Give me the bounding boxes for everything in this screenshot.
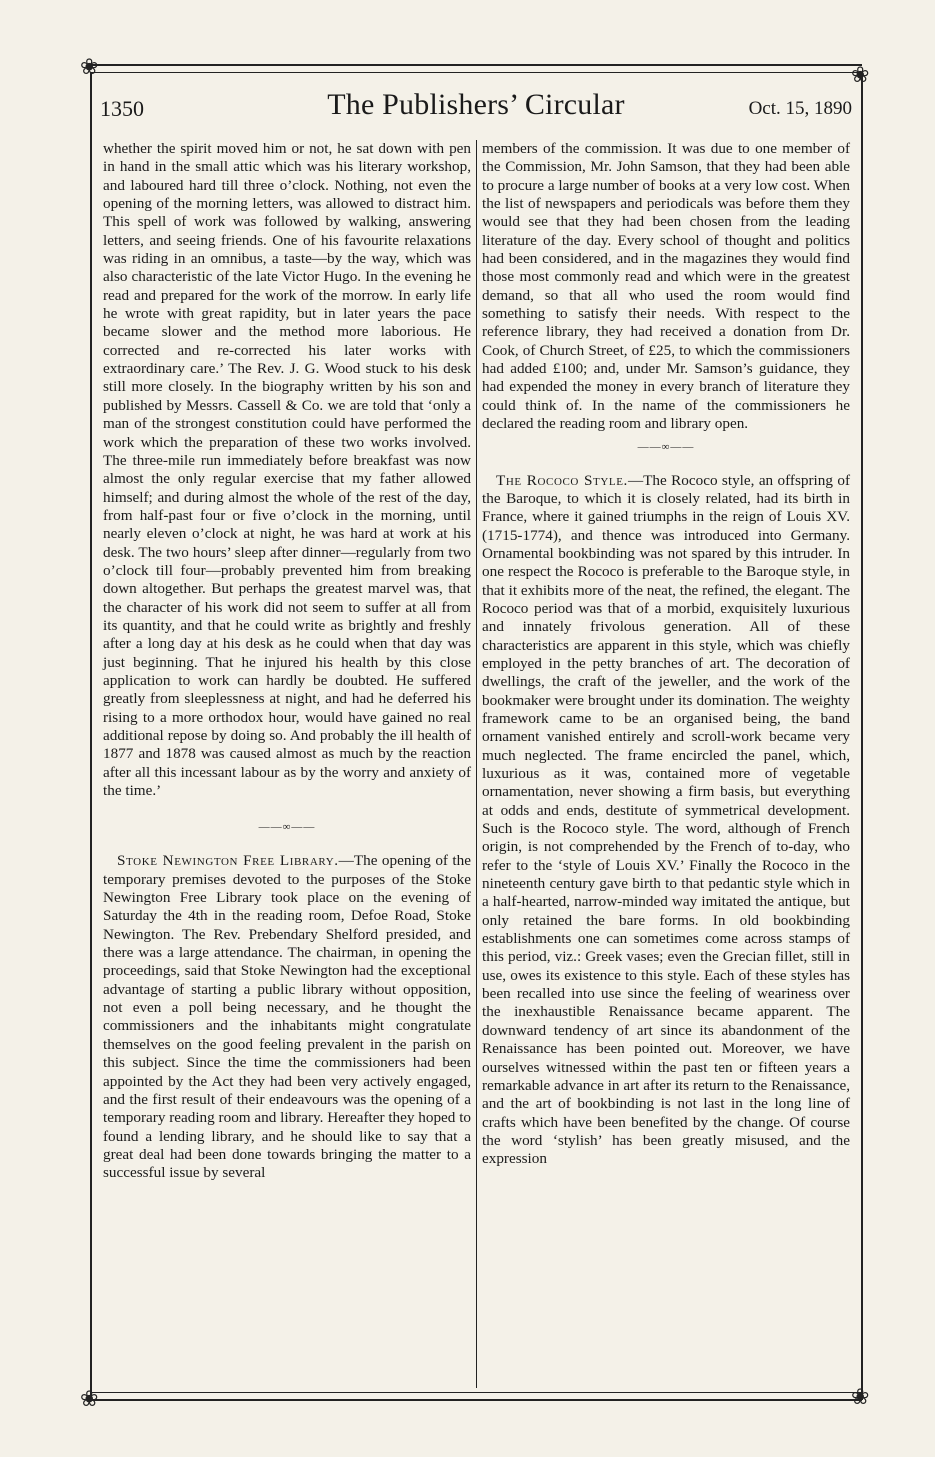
corner-ornament-top-left: ❀ xyxy=(80,54,99,79)
bottom-rule-outer xyxy=(90,1399,862,1401)
right-column xyxy=(482,140,850,1169)
bottom-rule-inner xyxy=(90,1392,862,1393)
issue-date: Oct. 15, 1890 xyxy=(748,98,852,119)
rococo-style-heading: The Rococo Style. xyxy=(496,471,628,489)
stoke-newington-heading: Stoke Newington Free Library. xyxy=(117,852,339,870)
section-separator: ——∞—— xyxy=(258,821,316,834)
library-article-continuation: members of the commission. It was due to one member of the Commission, Mr. John Samson, that they had been able to procure a large number of books at a very low cost. When the list of newspapers and periodicals was before them they would see that they had been chosen from the leading literature of the day. Every school of thought and politics had been considered, and in the magazines they would find those most commonly read and which were in the greatest demand, so that all who used the room would find something to satisfy their needs. With respect to the reference library, they had received a donation from Dr. Cook, of Church Street, of £25, to which the commissioners had added £100; and, under Mr. Samson’s guidance, they had expended the money in every branch of literature they could think of. In the name of the commissioners he declared the reading room and library open. xyxy=(482,140,850,433)
left-column xyxy=(103,140,471,1183)
stoke-newington-article xyxy=(103,852,471,1182)
column-divider xyxy=(476,140,477,1388)
corner-ornament-bottom-right: ❀ xyxy=(851,1384,870,1409)
running-header xyxy=(100,88,852,128)
stoke-newington-body: —The opening of the temporary premises devoted to the purposes of the Stoke Newington Free Library took place on the evening of Saturday the 4th in the reading room, Defoe Road, Stoke Newington. The Rev. Prebendary Shelford presided, and there was a large attendance. The chairman, in opening the proceedings, said that Stoke Newington had the exceptional advantage of starting a public library without opposition, not even a poll being necessary, and he thought the commissioners and the inhabitants might congratulate themselves on the good feeling prevalent in the parish on this subject. Since the time the commissioners had been appointed by the Act they had been very actively engaged, and the first result of their endeavours was the opening of a temporary reading room and library. Hereafter they hoped to found a lending library, and he should like to say that a great deal had been done towards bringing the matter to a successful issue by several xyxy=(103,852,472,1182)
rococo-style-article xyxy=(482,472,850,1169)
publication-title: The Publishers’ Circular xyxy=(327,88,625,121)
rococo-style-body: —The Rococo style, an offspring of the Baroque, to which it is closely related, had its birth in France, where it gained triumphs in the reign of Louis XV. (1715-1774), and thence was introduced into Germany. Ornamental bookbinding was not spared by this intruder. In one respect the Rococo is preferable to the Baroque style, in that it exhibits more of the neat, the refined, the elegant. The Rococo period was that of a morbid, exquisitely luxurious and innately frivolous generation. All of these characteristics are apparent in this style, which was chiefly employed in the petty branches of art. The decoration of dwellings, the craft of the jeweller, and the work of the bookmaker were brought under its domination. The weighty framework came to be an organised being, the band ornament vanished entirely and scroll-work became very much neglected. The frame encircled the panel, which, luxurious as it was, contained more of vegetable ornamentation, never showing a firm basis, but everything at odds and ends, destitute of symmetrical development. Such is the Rococo style. The word, although of French origin, is not comprehended by the French of to-day, who refer to the ‘style of Louis XV.’ Finally the Rococo in the nineteenth century gave birth to that pedantic style which in a half-hearted, narrow-minded way imitated the antique, but only retained the bare forms. In old bookbinding establishments one can sometimes come across stamps of this period, viz.: Greek vases; even the Grecian fillet, still in use, owes its existence to this style. Each of these styles has been recalled into use since the feeling of weariness over the inexhaustible Renaissance became apparent. The downward tendency of art since its abandonment of the Renaissance has been pointed out. Moreover, we have ourselves witnessed within the past ten or fifteen years a remarkable advance in art after its return to the Renaissance, and the art of bookbinding is not last in the long line of crafts which have been benefited by the change. Of course the word ‘stylish’ has been greatly misused, and the expression xyxy=(482,471,851,1168)
section-separator-right: ——∞—— xyxy=(637,440,695,453)
corner-ornament-top-right: ❀ xyxy=(851,62,870,87)
corner-ornament-bottom-left: ❀ xyxy=(80,1386,99,1411)
left-border xyxy=(90,72,92,1400)
article-continuation-paragraph: whether the spirit moved him or not, he sat down with pen in hand in the small attic which was his literary workshop, and laboured hard till three o’clock. Nothing, not even the opening of the morning letters, was allowed to distract him. This spell of work was followed by walking, answering letters, and seeing friends. One of his favourite relaxations was riding in an omnibus, a taste—by the way, which was also characteristic of the late Victor Hugo. In the evening he read and prepared for the work of the morrow. In early life he wrote with great rapidity, but in later years the pace became slower and the method more laborious. He corrected and re-corrected his later works with extraordinary care.’ The Rev. J. G. Wood stuck to his desk still more closely. In the biography written by his son and published by Messrs. Cassell & Co. we are told that ‘only a man of the strongest constitution could have performed the work which the preparation of these two works involved. The three-mile run immediately before breakfast was now almost the only regular exercise that my father allowed himself; and during almost the whole of the rest of the day, from half-past four or five o’clock in the morning, until nearly eleven o’clock at night, he was hard at work at his desk. The two hours’ sleep after dinner—regularly from two o’clock till four—probably prevented him from breaking down altogether. But perhaps the greatest marvel was, that the character of his work did not seem to suffer at all from its quantity, and that he could write as brightly and freshly after a long day at his desk as he could when that day was just beginning. That he injured his health by this close application to work can hardly be doubted. He suffered greatly from sleeplessness at night, and had he deferred his rising to a more orthodox hour, would have gained no real additional repose by doing so. And probably the ill health of 1877 and 1878 was caused almost as much by the reaction after all this incessant labour as by the worry and anxiety of the time.’ xyxy=(103,140,471,800)
page-number: 1350 xyxy=(100,96,144,121)
top-rule-inner xyxy=(90,72,862,73)
top-rule-outer xyxy=(90,64,862,66)
right-border xyxy=(861,72,863,1400)
